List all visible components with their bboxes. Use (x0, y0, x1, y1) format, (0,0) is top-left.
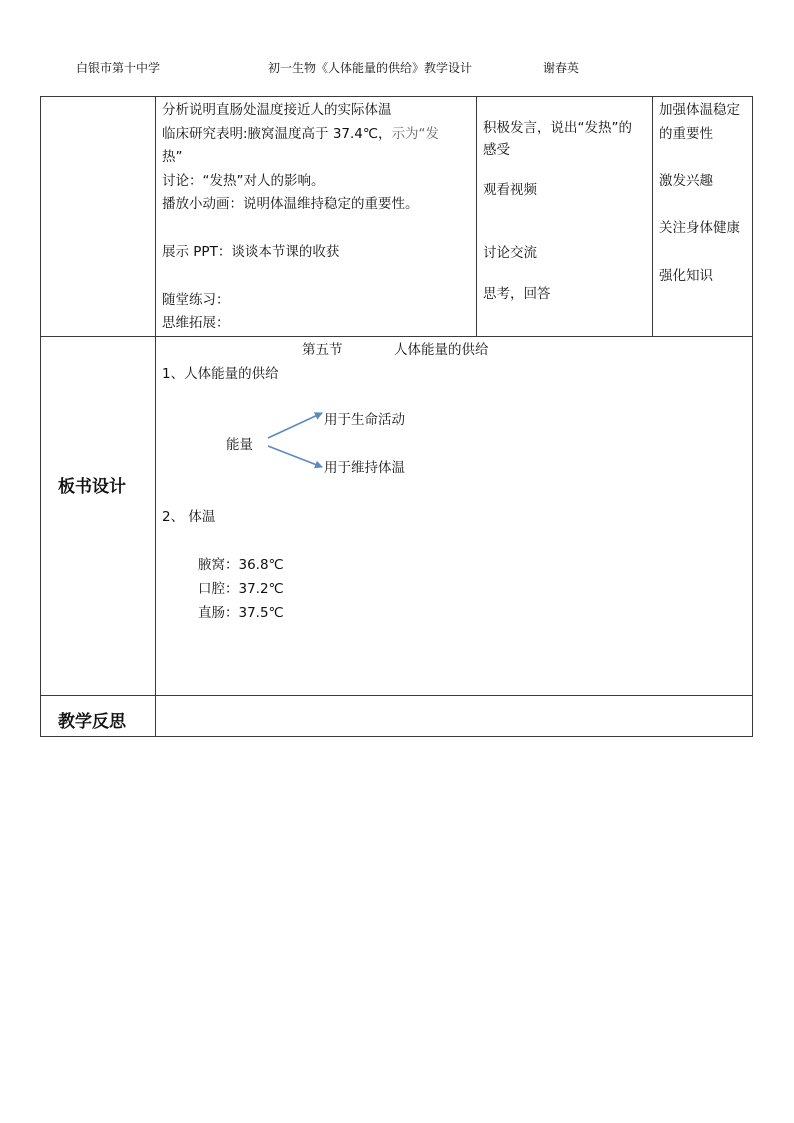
branch-body-temperature: 用于维持体温 (324, 460, 405, 476)
temp-value: 36.8℃ (238, 557, 284, 573)
intent-line-5: 强化知识 (659, 268, 713, 284)
content-line-2b: 示为“发 (391, 126, 440, 142)
board-section: 第五节 (302, 342, 343, 358)
student-line-3: 观看视频 (483, 182, 537, 198)
temp-value: 37.2℃ (238, 581, 284, 597)
intent-line-1: 加强体温稳定 (659, 102, 740, 118)
energy-node: 能量 (226, 437, 253, 453)
document-title: 初一生物《人体能量的供给》教学设计 (268, 61, 473, 75)
content-line-2a: 临床研究表明:腋窝温度高于 37.4℃， (162, 126, 392, 142)
content-line-4: 讨论：“发热”对人的影响。 (162, 173, 325, 189)
temp-site: 腋窝： (198, 557, 239, 573)
teaching-reflection-label: 教学反思 (58, 712, 126, 732)
student-line-5: 思考，回答 (483, 286, 551, 302)
student-line-2: 感受 (483, 142, 510, 158)
intent-line-2: 的重要性 (659, 126, 713, 142)
content-line-5: 播放小动画：说明体温维持稳定的重要性。 (162, 196, 419, 212)
board-point-1: 1、人体能量的供给 (162, 366, 279, 382)
intent-line-4: 关注身体健康 (659, 220, 740, 236)
content-line-7: 随堂练习： (162, 292, 230, 308)
temp-oral (198, 580, 284, 598)
arrow-to-body-temperature (268, 446, 322, 467)
school-name: 白银市第十中学 (76, 61, 161, 75)
intent-line-3: 激发兴趣 (659, 173, 713, 189)
content-line-6: 展示 PPT：谈谈本节课的收获 (162, 244, 340, 260)
board-design-label: 板书设计 (58, 477, 126, 497)
content-line-3: 热” (162, 149, 183, 165)
arrow-to-life-activity (268, 413, 322, 438)
student-line-4: 讨论交流 (483, 245, 537, 261)
author-name: 谢春英 (543, 61, 580, 75)
content-line-8: 思维拓展： (162, 315, 230, 331)
student-line-1: 积极发言，说出“发热”的 (483, 120, 632, 136)
temp-site: 直肠： (198, 605, 239, 621)
branch-life-activity: 用于生命活动 (324, 412, 405, 428)
temp-armpit (198, 556, 284, 574)
content-line-1: 分析说明直肠处温度接近人的实际体温 (162, 102, 392, 118)
board-point-2: 2、 体温 (162, 509, 216, 525)
board-topic: 人体能量的供给 (394, 342, 489, 358)
temp-site: 口腔： (198, 581, 239, 597)
temp-rectal (198, 604, 284, 622)
temp-value: 37.5℃ (238, 605, 284, 621)
